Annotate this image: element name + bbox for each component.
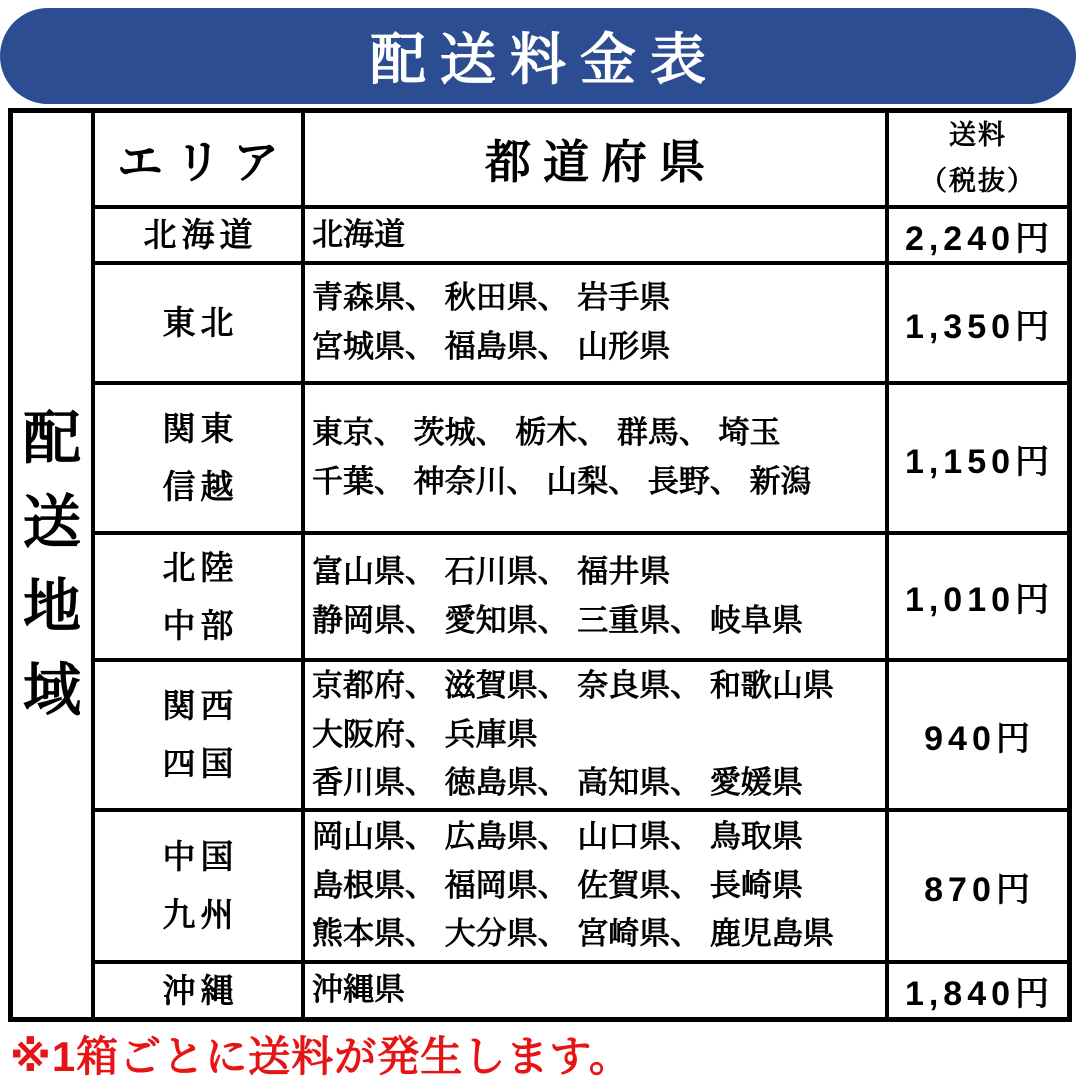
prefectures-line: 静岡県、 愛知県、 三重県、 岐阜県	[312, 602, 803, 638]
area-cell	[95, 385, 301, 531]
prefectures-cell	[305, 209, 885, 261]
prefectures-cell	[305, 662, 885, 808]
page-title: 配送料金表	[370, 28, 720, 91]
prefectures-line: 熊本県、 大分県、 宮崎県、 鹿児島県	[312, 916, 834, 952]
side-label-delivery-area	[13, 113, 91, 1017]
prefectures-cell	[305, 265, 885, 381]
area-cell	[95, 662, 301, 808]
area-label-line: 沖縄	[162, 971, 239, 1009]
prefectures-line: 東京、 茨城、 栃木、 群馬、 埼玉	[312, 415, 781, 451]
area-cell	[95, 209, 301, 261]
column-header-prefectures: 都道府県	[305, 113, 885, 205]
side-label-char: 配	[22, 406, 81, 471]
area-label-line: 関東	[162, 410, 239, 448]
column-header-area: エリア	[95, 113, 301, 205]
fee-cell: 940円	[889, 662, 1067, 808]
area-label-line: 北海道	[143, 216, 258, 254]
area-cell	[95, 535, 301, 658]
area-label-line: 北陸	[162, 548, 239, 586]
fee-cell: 1,840円	[889, 964, 1067, 1017]
area-label-line: 関西	[162, 687, 239, 725]
column-header-fee-line1: 送料	[949, 120, 1007, 151]
prefectures-cell	[305, 385, 885, 531]
prefectures-cell	[305, 812, 885, 960]
side-label-char: 送	[22, 490, 81, 555]
column-header-fee-line2: （税抜）	[920, 166, 1036, 196]
prefectures-cell	[305, 535, 885, 658]
prefectures-line: 青森県、 秋田県、 岩手県	[312, 280, 671, 316]
prefectures-line: 島根県、 福岡県、 佐賀県、 長崎県	[312, 867, 803, 903]
fee-cell: 1,350円	[889, 265, 1067, 381]
side-label-char: 域	[22, 658, 81, 723]
prefectures-line: 沖縄県	[312, 972, 405, 1008]
prefectures-line: 北海道	[312, 216, 405, 252]
area-label-line: 東北	[162, 304, 239, 342]
prefectures-line: 岡山県、 広島県、 山口県、 鳥取県	[312, 818, 803, 854]
area-cell	[95, 265, 301, 381]
fee-cell: 2,240円	[889, 209, 1067, 261]
fee-cell: 1,150円	[889, 385, 1067, 531]
area-cell	[95, 812, 301, 960]
footer-note: ※1箱ごとに送料が発生します。	[10, 1033, 632, 1080]
prefectures-line: 千葉、 神奈川、 山梨、 長野、 新潟	[312, 464, 812, 499]
shipping-fee-table	[8, 108, 1072, 1022]
title-banner	[0, 8, 1076, 104]
fee-cell: 1,010円	[889, 535, 1067, 658]
prefectures-line: 宮城県、 福島県、 山形県	[312, 329, 671, 364]
area-label-line: 信越	[162, 468, 239, 505]
area-label-line: 中部	[162, 606, 239, 644]
prefectures-line: 京都府、 滋賀県、 奈良県、 和歌山県	[312, 667, 834, 703]
prefectures-line: 香川県、 徳島県、 高知県、 愛媛県	[312, 765, 803, 801]
column-header-fee	[889, 113, 1067, 205]
prefectures-cell	[305, 964, 885, 1017]
prefectures-line: 大阪府、 兵庫県	[312, 716, 538, 752]
area-cell	[95, 964, 301, 1017]
side-label-char: 地	[22, 574, 81, 639]
prefectures-line: 富山県、 石川県、 福井県	[312, 553, 671, 589]
area-label-line: 四国	[162, 745, 239, 782]
area-label-line: 中国	[162, 838, 239, 876]
fee-cell: 870円	[889, 812, 1067, 960]
area-label-line: 九州	[162, 896, 239, 933]
